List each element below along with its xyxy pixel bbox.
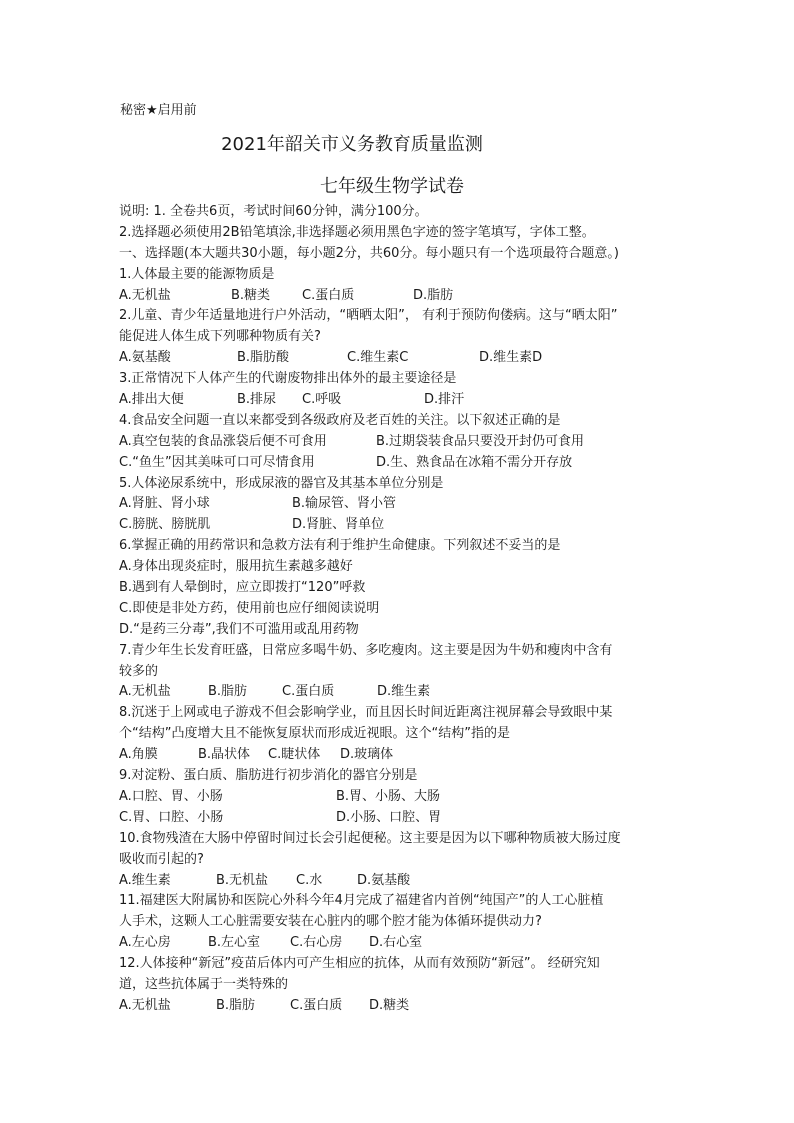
option: D.维生素 [377,684,431,700]
question-1 [119,265,679,307]
option: C.蛋白质 [302,287,355,303]
option: D.维生素D [479,350,543,366]
option: C.即使是非处方药，使用前也应仔细阅读说明 [119,600,380,616]
option: C.右心房 [290,935,343,951]
option: A.无机盐 [119,997,171,1013]
option: A.维生素 [119,872,171,888]
exam-body [119,202,679,1017]
question-stem: 11.福建医大附属协和医院心外科今年4月完成了福建省内首例“纯国产”的人工心脏植 [119,893,604,909]
option-row [119,515,679,536]
option: B.排尿 [237,392,277,408]
instruction-line: 说明: 1. 全卷共6页，考试时间60分钟，满分100分。 [119,204,428,219]
option: D.糖类 [369,997,410,1013]
option: A.身体出现炎症时，服用抗生素越多越好 [119,559,353,575]
question-stem: 12.人体接种“新冠”疫苗后体内可产生相应的抗体，从而有效预防“新冠”。 经研究知 [119,956,600,972]
option-row [119,453,679,474]
question-7 [119,641,679,704]
exam-subtitle: 七年级生物学试卷 [320,176,464,197]
option: B.脂肪酸 [237,350,290,366]
question-stem: 6.掌握正确的用药常识和急救方法有利于维护生命健康。下列叙述不妥当的是 [119,538,561,554]
option: D.排汗 [424,392,465,408]
option: B.糖类 [231,287,271,303]
option-row [119,933,679,954]
option: B.过期袋装食品只要没开封仍可食用 [376,433,585,449]
secret-label: 秘密★启用前 [120,103,197,118]
question-3 [119,369,679,411]
question-list [119,265,679,1017]
instruction-line: 2.选择题必须使用2B铅笔填涂,非选择题必须用黑色字迹的签字笔填写，字体工整。 [119,224,595,240]
question-6 [119,536,679,640]
option: B.无机盐 [216,872,269,888]
question-stem: 个“结构”凸度增大且不能恢复原状而形成近视眼。这个“结构”指的是 [119,726,510,742]
question-12 [119,954,679,1017]
option: B.脂肪 [216,997,256,1013]
question-stem: 3.正常情况下人体产生的代谢废物排出体外的最主要途径是 [119,371,457,387]
option: A.排出大便 [119,392,184,408]
question-stem: 人手术，这颗人工心脏需要安装在心脏内的哪个腔才能为体循环提供动力? [119,914,542,930]
question-stem: 7.青少年生长发育旺盛，日常应多喝牛奶、多吃瘦肉。这主要是因为牛奶和瘦肉中含有 [119,642,613,658]
option: D.脂肪 [413,287,454,303]
option: B.胃、小肠、大肠 [336,788,441,804]
option: B.输尿管、肾小管 [292,496,397,512]
question-10 [119,829,679,892]
question-stem: 道，这些抗体属于一类特殊的 [119,976,289,992]
question-stem: 能促进人体生成下列哪种物质有关? [119,329,321,345]
option: C.水 [296,872,323,888]
option: C.蛋白质 [282,684,335,700]
option: B.左心室 [208,935,261,951]
option: B.遇到有人晕倒时，应立即拨打“120”呼救 [119,580,366,596]
option: C.睫状体 [268,747,321,763]
option: A.真空包装的食品涨袋后便不可食用 [119,433,327,449]
question-5 [119,474,679,537]
option-row [119,808,679,829]
option: C.膀胱、膀胱肌 [119,517,211,533]
question-stem: 8.沉迷于上网或电子游戏不但会影响学业，而且因长时间近距离注视屏幕会导致眼中某 [119,705,613,721]
option: D.生、熟食品在冰箱不需分开存放 [376,454,573,470]
option: B.晶状体 [198,747,251,763]
option-row [119,348,679,369]
option-row [119,494,679,515]
option: A.无机盐 [119,287,171,303]
option: C.胃、口腔、小肠 [119,809,224,825]
option: A.左心房 [119,935,171,951]
question-stem: 较多的 [119,663,159,679]
option: D.玻璃体 [340,747,394,763]
question-11 [119,891,679,954]
option: C.呼吸 [302,392,342,408]
option: A.无机盐 [119,684,171,700]
option: C.“鱼生”因其美味可口可尽情食用 [119,454,315,470]
option-row [119,432,679,453]
question-stem: 5.人体泌尿系统中，形成尿液的器官及其基本单位分别是 [119,475,444,491]
option-row [119,578,679,599]
option: B.脂肪 [208,684,248,700]
option-row [119,787,679,808]
option-row [119,286,679,307]
question-stem: 吸收而引起的? [119,851,204,867]
option: D.右心室 [369,935,423,951]
option: A.角膜 [119,747,158,763]
option: A.肾脏、肾小球 [119,496,210,512]
question-2 [119,306,679,369]
question-8 [119,703,679,766]
question-stem: 10.食物残渣在大肠中停留时间过长会引起便秘。这主要是因为以下哪种物质被大肠过度 [119,830,621,846]
question-9 [119,766,679,829]
option-row [119,745,679,766]
option: C.蛋白质 [290,997,343,1013]
question-stem: 4.食品安全问题一直以来都受到各级政府及老百姓的关注。以下叙述正确的是 [119,412,561,428]
option-row [119,996,679,1017]
question-stem: 2.儿童、青少年适量地进行户外活动，“晒晒太阳”， 有利于预防佝偻病。这与“晒太阳” [119,308,618,324]
option-row [119,682,679,703]
option-row [119,620,679,641]
option: D.肾脏、肾单位 [292,517,385,533]
exam-title: 2021年韶关市义务教育质量监测 [221,134,483,155]
option: D.小肠、口腔、胃 [336,809,442,825]
option: D.氨基酸 [357,872,411,888]
section-heading: 一、选择题(本大题共30小题，每小题2分，共60分。每小题只有一个选项最符合题意。) [119,245,619,261]
option-row [119,599,679,620]
option: A.口腔、胃、小肠 [119,788,223,804]
option-row [119,871,679,892]
option-row [119,557,679,578]
option: C.维生素C [347,350,409,366]
option: D.“是药三分毒”,我们不可滥用或乱用药物 [119,621,359,637]
question-stem: 1.人体最主要的能源物质是 [119,266,275,282]
option: A.氨基酸 [119,350,171,366]
option-row [119,390,679,411]
question-4 [119,411,679,474]
question-stem: 9.对淀粉、蛋白质、脂肪进行初步消化的器官分别是 [119,768,418,784]
